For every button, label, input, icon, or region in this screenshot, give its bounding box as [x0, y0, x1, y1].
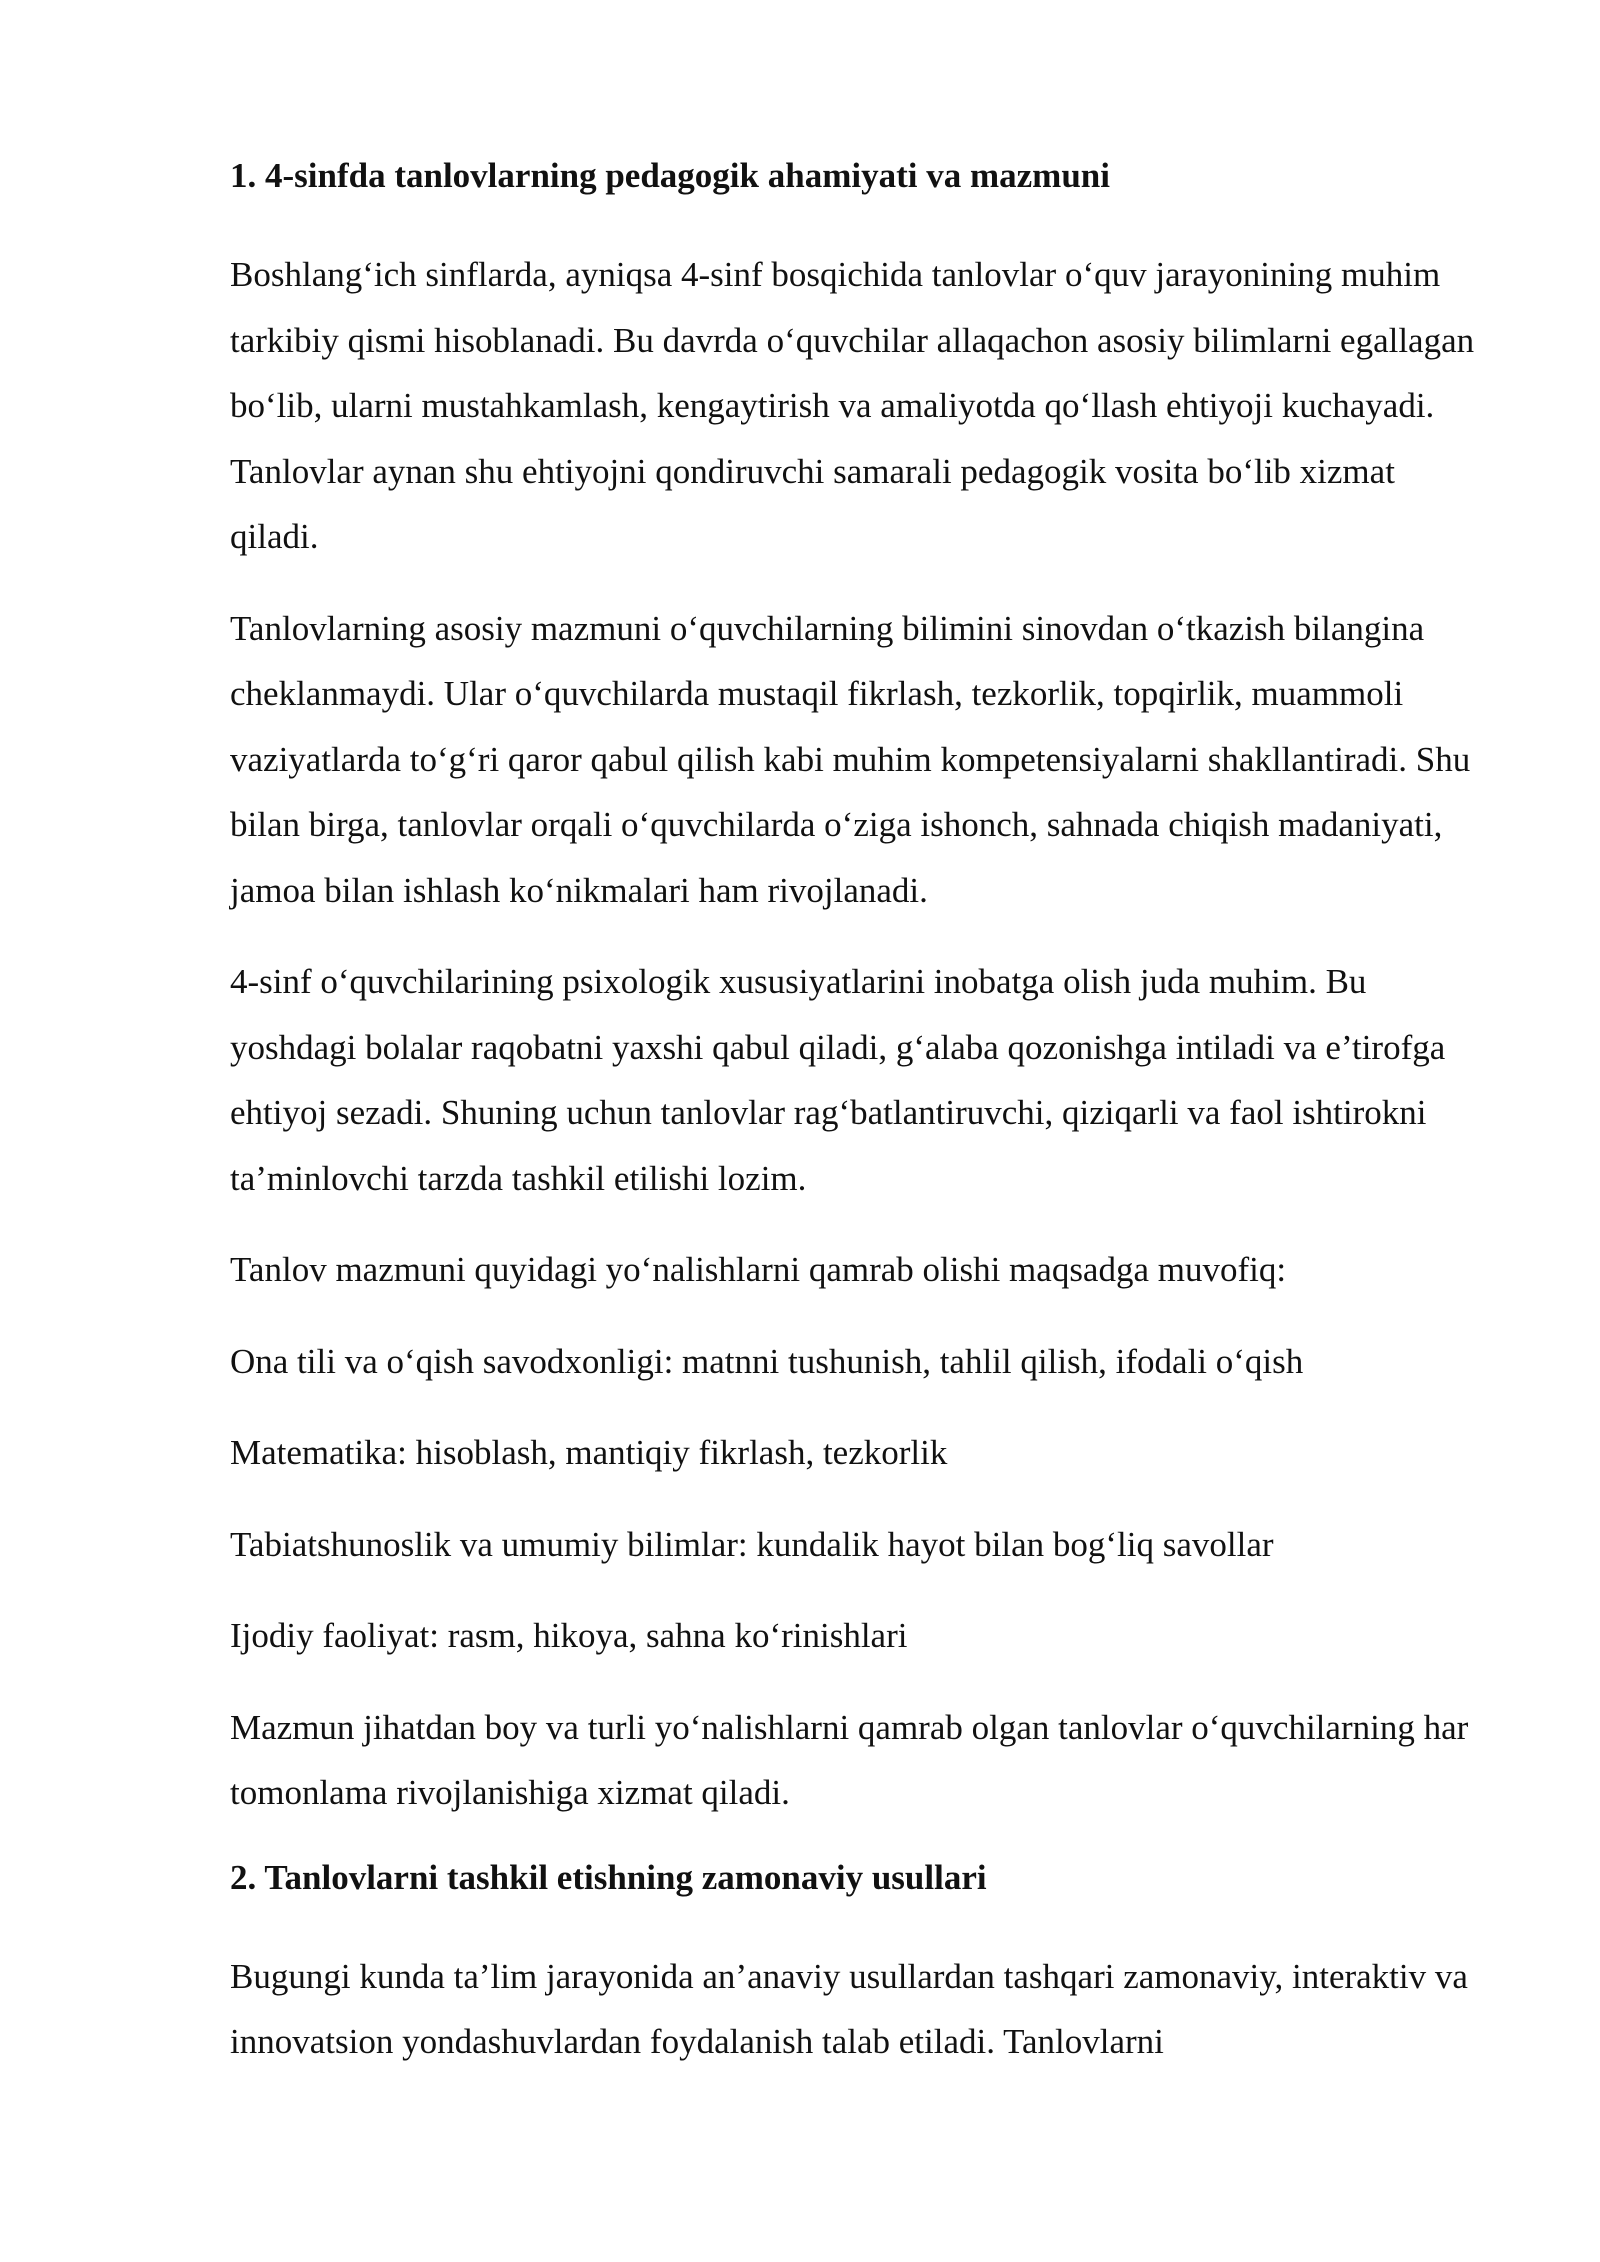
section-1-heading: 1. 4-sinfda tanlovlarning pedagogik ahamiyati va mazmuni [230, 156, 1110, 195]
section-1-paragraph-4: Tanlov mazmuni quyidagi yo‘nalishlarni qamrab olishi maqsadga muvofiq: [230, 1250, 1287, 1289]
list-item-math: Matematika: hisoblash, mantiqiy fikrlash, tezkorlik [230, 1433, 948, 1472]
section-1-conclusion: Mazmun jihatdan boy va turli yo‘nalishlarni qamrab olgan tanlovlar o‘quvchilarning har tomonlama rivojlanishiga xizmat qiladi. [230, 1707, 1469, 1812]
section-1-paragraph-1: Boshlang‘ich sinflarda, ayniqsa 4-sinf bosqichida tanlovlar o‘quv jarayonining muhim tarkibiy qismi hisoblanadi. Bu davrda o‘quvchilar allaqachon asosiy bilimlarni egallagan bo‘lib, ularni mustahkamlash, kengaytirish va amaliyotda qo‘llash ehtiyoji kuchayadi. Tanlovlar aynan shu ehtiyojni qondiruvchi samarali pedagogik vosita bo‘lib xizmat qiladi. [230, 255, 1475, 556]
section-1-paragraph-3: 4-sinf o‘quvchilarining psixologik xususiyatlarini inobatga olish juda muhim. Bu yoshdagi bolalar raqobatni yaxshi qabul qiladi, g‘alaba qozonishga intiladi va e’tirofga ehtiyoj sezadi. Shuning uchun tanlovlar rag‘batlantiruvchi, qiziqarli va faol ishtirokni ta’minlovchi tarzda tashkil etilishi lozim. [230, 962, 1446, 1198]
section-2-paragraph-1: Bugungi kunda ta’lim jarayonida an’anaviy usullardan tashqari zamonaviy, interaktiv va innovatsion yondashuvlardan foydalanish talab etiladi. Tanlovlarni [230, 1956, 1468, 2061]
section-2-heading: 2. Tanlovlarni tashkil etishning zamonaviy usullari [230, 1857, 987, 1897]
section-1-paragraph-2: Tanlovlarning asosiy mazmuni o‘quvchilarning bilimini sinovdan o‘tkazish bilangina cheklanmaydi. Ular o‘quvchilarda mustaqil fikrlash, tezkorlik, topqirlik, muammoli vaziyatlarda to‘g‘ri qaror qabul qilish kabi muhim kompetensiyalarni shakllantiradi. Shu bilan birga, tanlovlar orqali o‘quvchilarda o‘ziga ishonch, sahnada chiqish madaniyati, jamoa bilan ishlash ko‘nikmalari ham rivojlanadi. [230, 608, 1471, 910]
list-item-language: Ona tili va o‘qish savodxonligi: matnni tushunish, tahlil qilish, ifodali o‘qish [230, 1341, 1304, 1381]
list-item-creative: Ijodiy faoliyat: rasm, hikoya, sahna ko‘rinishlari [230, 1616, 908, 1655]
list-item-nature: Tabiatshunoslik va umumiy bilimlar: kundalik hayot bilan bog‘liq savollar [230, 1524, 1274, 1564]
document-content [230, 150, 1480, 2101]
